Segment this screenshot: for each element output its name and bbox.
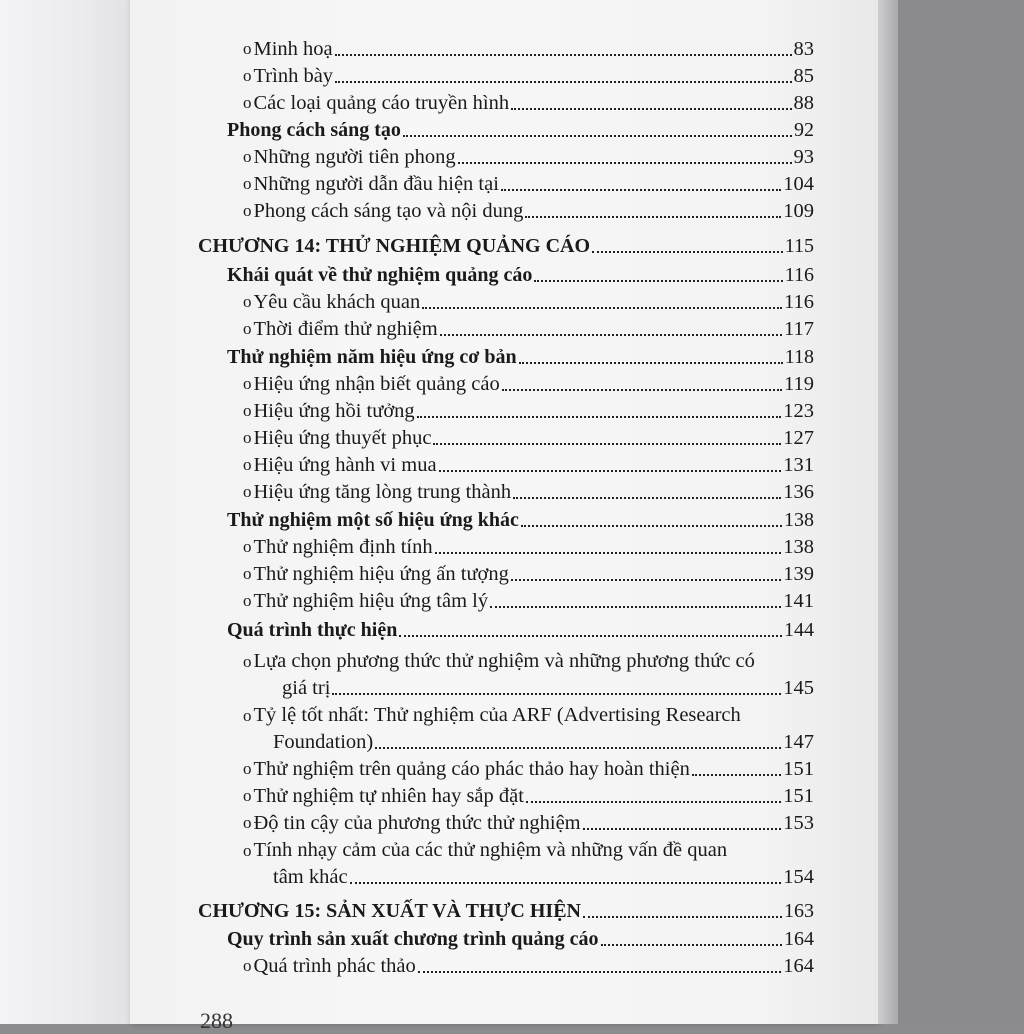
toc-entry <box>243 144 814 170</box>
toc-entry <box>243 588 814 614</box>
toc-entry-label: Thử nghiệm định tính <box>253 536 433 558</box>
toc-entry-label: Thử nghiệm hiệu ứng tâm lý <box>253 590 489 612</box>
toc-entry-label-cont: giá trị <box>282 677 331 699</box>
toc-entry-page: 154 <box>783 866 814 888</box>
toc-entry <box>243 425 814 451</box>
toc-entry-label: Độ tin cậy của phương thức thử nghiệm <box>253 812 581 834</box>
leader-dots <box>511 578 781 581</box>
toc-entry-page: 147 <box>783 731 814 753</box>
bullet-icon: o <box>243 537 252 556</box>
toc-entry-label: Các loại quảng cáo truyền hình <box>253 92 510 114</box>
toc-entry-page: 123 <box>783 400 814 422</box>
bullet-icon: o <box>243 39 252 58</box>
toc-entry-label: Trình bày <box>253 65 334 87</box>
leader-dots <box>375 746 781 749</box>
toc-chapter-label: CHƯƠNG 14: THỬ NGHIỆM QUẢNG CÁO <box>198 235 591 257</box>
toc-entry-label: Thử nghiệm hiệu ứng ấn tượng <box>253 563 509 585</box>
bullet-icon: o <box>243 591 252 610</box>
leader-dots <box>332 692 781 695</box>
toc-entry-first-line <box>243 837 727 863</box>
toc-entry-label: Hiệu ứng tăng lòng trung thành <box>253 481 512 503</box>
toc-entry-label: Yêu cầu khách quan <box>253 291 421 313</box>
bullet-icon: o <box>243 706 252 725</box>
toc-entry-page: 141 <box>783 590 814 612</box>
toc-entry <box>243 953 814 979</box>
toc-entry-page: 117 <box>784 318 814 340</box>
toc-entry <box>243 63 814 89</box>
toc-entry-page: 131 <box>783 454 814 476</box>
bullet-icon: o <box>243 319 252 338</box>
toc-entry <box>243 479 814 505</box>
toc-entry <box>282 675 814 701</box>
leader-dots <box>592 250 783 253</box>
toc-entry-page: 104 <box>783 173 814 195</box>
toc-entry-page: 119 <box>784 373 814 395</box>
bullet-icon: o <box>243 652 252 671</box>
bullet-icon: o <box>243 564 252 583</box>
toc-entry-label: Minh hoạ <box>253 38 333 60</box>
leader-dots <box>439 469 782 472</box>
leader-dots <box>502 388 782 391</box>
bullet-icon: o <box>243 147 252 166</box>
toc-entry-page: 138 <box>783 536 814 558</box>
bullet-icon: o <box>243 813 252 832</box>
toc-entry-page: 139 <box>783 563 814 585</box>
leader-dots <box>399 634 782 637</box>
toc-entry <box>243 90 814 116</box>
bullet-icon: o <box>243 455 252 474</box>
toc-entry <box>273 864 814 890</box>
toc-entry-page: 151 <box>783 758 814 780</box>
leader-dots <box>511 107 791 110</box>
toc-entry-page: 116 <box>784 264 814 286</box>
toc-entry-page: 92 <box>794 119 814 141</box>
toc-section-label: Thử nghiệm một số hiệu ứng khác <box>227 509 519 531</box>
leader-dots <box>433 442 781 445</box>
toc-entry-label: Thời điểm thử nghiệm <box>253 318 438 340</box>
toc-entry-page: 127 <box>783 427 814 449</box>
leader-dots <box>335 80 791 83</box>
toc-entry-page: 144 <box>784 619 814 641</box>
leader-dots <box>435 551 782 554</box>
page-number-footer: 288 <box>200 1008 233 1033</box>
toc-entry <box>243 398 814 424</box>
toc-section <box>227 926 814 952</box>
toc-entry-page: 136 <box>783 481 814 503</box>
toc-entry-page: 164 <box>783 955 814 977</box>
leader-dots <box>422 306 782 309</box>
leader-dots <box>692 773 781 776</box>
bullet-icon: o <box>243 374 252 393</box>
toc-entry <box>243 756 814 782</box>
toc-entry <box>243 289 814 315</box>
toc-entry-page: 115 <box>784 235 814 257</box>
toc-section-label: Phong cách sáng tạo <box>227 119 401 141</box>
toc-entry-page: 88 <box>793 92 814 114</box>
leader-dots <box>403 134 792 137</box>
toc-entry-label-cont: Foundation) <box>273 731 374 753</box>
toc-entry-label: Những người tiên phong <box>253 146 456 168</box>
toc-section-label: Khái quát về thử nghiệm quảng cáo <box>227 264 533 286</box>
leader-dots <box>501 188 781 191</box>
bullet-icon: o <box>243 759 252 778</box>
toc-chapter <box>198 898 814 924</box>
toc-entry <box>243 783 814 809</box>
toc-section <box>227 262 814 288</box>
toc-entry-label: Hiệu ứng hồi tưởng <box>253 400 415 422</box>
leader-dots <box>583 915 782 918</box>
leader-dots <box>521 524 782 527</box>
toc-entry-page: 116 <box>784 291 814 313</box>
leader-dots <box>417 415 782 418</box>
toc-section <box>227 117 814 143</box>
bullet-icon: o <box>243 956 252 975</box>
leader-dots <box>350 881 782 884</box>
toc-entry-page: 93 <box>793 146 814 168</box>
toc-section-label: Quá trình thực hiện <box>227 619 398 641</box>
toc-entry <box>243 36 814 62</box>
toc-entry-page: 145 <box>783 677 814 699</box>
toc-entry <box>243 198 814 224</box>
toc-section-label: Quy trình sản xuất chương trình quảng cáo <box>227 928 599 950</box>
leader-dots <box>525 215 781 218</box>
bullet-icon: o <box>243 93 252 112</box>
toc-entry <box>243 810 814 836</box>
bullet-icon: o <box>243 66 252 85</box>
toc-entry-page: 138 <box>784 509 814 531</box>
toc-section <box>227 344 814 370</box>
toc-entry-page: 151 <box>783 785 814 807</box>
toc-entry-page: 163 <box>784 900 814 922</box>
toc-section <box>227 617 814 643</box>
toc-entry-page: 164 <box>784 928 814 950</box>
leader-dots <box>418 970 782 973</box>
toc-entry-label: Phong cách sáng tạo và nội dung <box>253 200 524 222</box>
toc-entry-label: Quá trình phác thảo <box>253 955 416 977</box>
toc-entry-first-line <box>243 648 755 674</box>
leader-dots <box>335 53 792 56</box>
leader-dots <box>534 279 782 282</box>
toc-entry-label: Hiệu ứng nhận biết quảng cáo <box>253 373 500 395</box>
toc-chapter <box>198 233 814 259</box>
toc-entry-first-line <box>243 702 741 728</box>
leader-dots <box>440 333 782 336</box>
leader-dots <box>601 943 783 946</box>
toc-entry <box>243 534 814 560</box>
toc-entry-label: Tỷ lệ tốt nhất: Thử nghiệm của ARF (Advertising Research <box>253 704 741 726</box>
toc-entry-page: 118 <box>784 346 814 368</box>
leader-dots <box>519 361 783 364</box>
toc-entry-page: 83 <box>793 38 814 60</box>
leader-dots <box>490 605 781 608</box>
toc-entry <box>243 171 814 197</box>
toc-entry <box>243 316 814 342</box>
toc-entry-page: 153 <box>783 812 814 834</box>
bullet-icon: o <box>243 482 252 501</box>
bullet-icon: o <box>243 786 252 805</box>
leader-dots <box>526 800 781 803</box>
leader-dots <box>458 161 792 164</box>
bullet-icon: o <box>243 841 252 860</box>
toc-section-label: Thử nghiệm năm hiệu ứng cơ bản <box>227 346 517 368</box>
toc-entry <box>273 729 814 755</box>
toc-entry-label: Những người dẫn đầu hiện tại <box>253 173 499 195</box>
toc-entry-label-cont: tâm khác <box>273 866 348 888</box>
bullet-icon: o <box>243 174 252 193</box>
bullet-icon: o <box>243 428 252 447</box>
toc-entry-label: Hiệu ứng hành vi mua <box>253 454 437 476</box>
bullet-icon: o <box>243 401 252 420</box>
bullet-icon: o <box>243 292 252 311</box>
bullet-icon: o <box>243 201 252 220</box>
toc-chapter-label: CHƯƠNG 15: SẢN XUẤT VÀ THỰC HIỆN <box>198 900 581 922</box>
toc-section <box>227 507 814 533</box>
toc-entry-page: 85 <box>793 65 814 87</box>
toc-entry <box>243 561 814 587</box>
toc-entry-label: Thử nghiệm tự nhiên hay sắp đặt <box>253 785 524 807</box>
toc-entry <box>243 452 814 478</box>
toc-entry-label: Thử nghiệm trên quảng cáo phác thảo hay hoàn thiện <box>253 758 690 780</box>
leader-dots <box>583 827 782 830</box>
toc-entry-label: Lựa chọn phương thức thử nghiệm và những phương thức có <box>253 650 755 672</box>
toc-entry-label: Tính nhạy cảm của các thử nghiệm và những vấn đề quan <box>253 839 728 861</box>
leader-dots <box>513 496 781 499</box>
toc-entry-label: Hiệu ứng thuyết phục <box>253 427 432 449</box>
toc-entry <box>243 371 814 397</box>
toc-entry-page: 109 <box>783 200 814 222</box>
